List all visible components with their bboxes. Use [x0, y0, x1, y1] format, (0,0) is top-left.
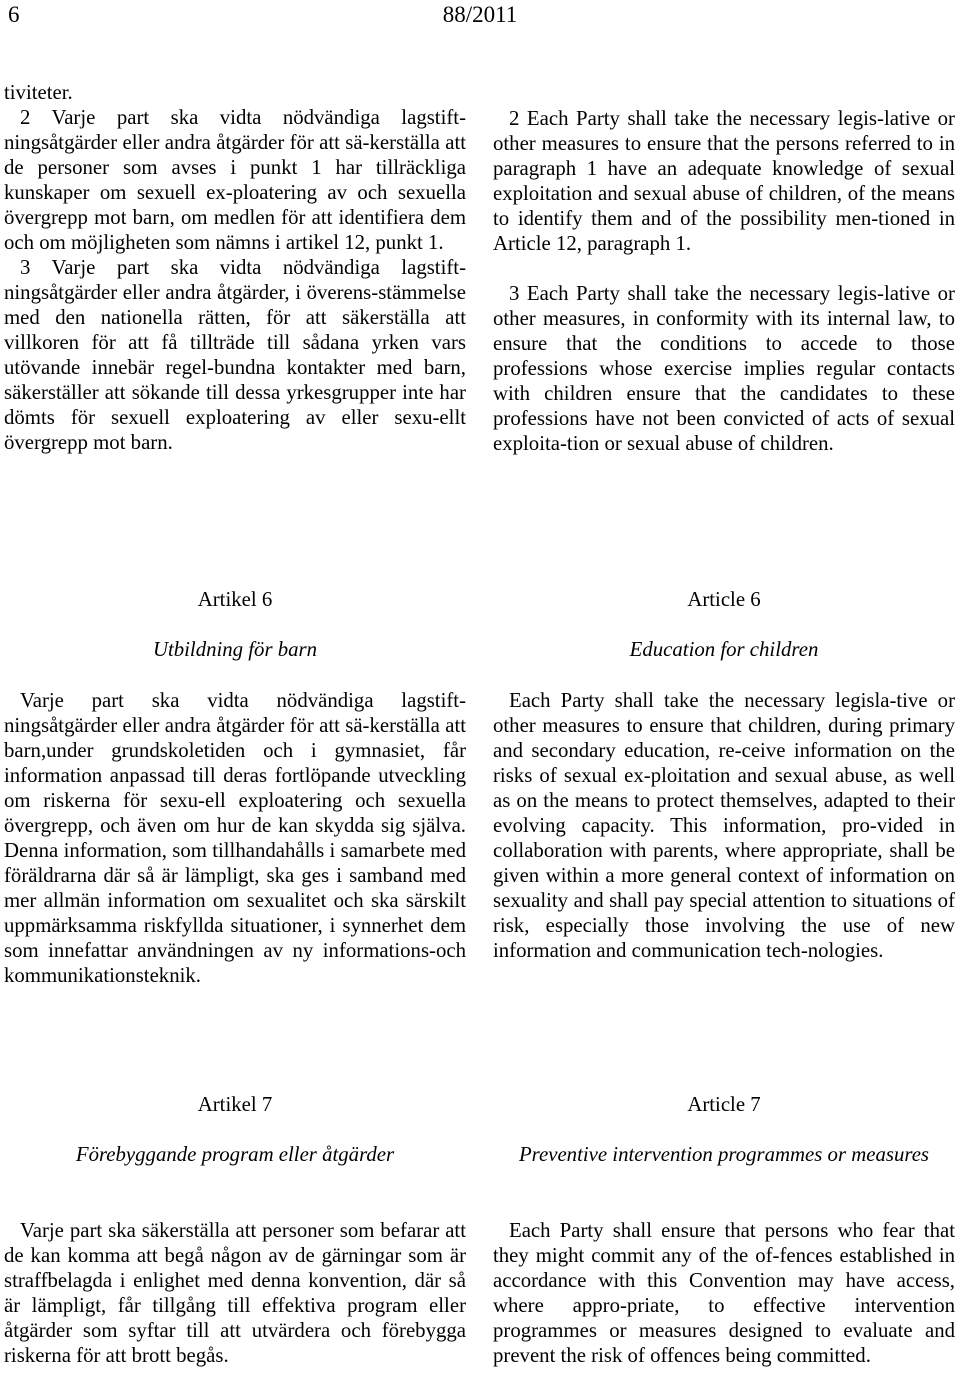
sv-article-7-text: Varje part ska säkerställa att personer som befarar att de kan komma att begå någon av de gärningar som är straffbelagda i enlighet med denna konvention, där så är lämpligt, får tillgång till effektiva program eller åtgärder som syftar till att utvärdera och förebygga riskerna för att brott begås.: [4, 1219, 466, 1367]
sv-paragraph-3: 3 Varje part ska vidta nödvändiga lagstift-ningsåtgärder eller andra åtgärder, i överens-stämmelse med den nationella rätten, för att säkerställa att villkoren för att få tillträde till sådana yrken vars utövande innebär regel-bundna kontakter med barn, säkerställer att sökande till dessa yrkesgrupper inte har dömts för sexuell exploatering av eller sexu-ellt övergrepp mot barn.: [4, 256, 466, 454]
swedish-top-column: [4, 80, 466, 455]
page-number: 6: [8, 2, 20, 27]
en-paragraph-2: 2 Each Party shall take the necessary legis-lative or other measures to ensure that the persons referred to in paragraph 1 have an adequate knowledge of sexual exploitation and sexual abuse of children, of the means to identify them and of the possibility men-tioned in Article 12, paragraph 1.: [493, 107, 955, 255]
sv-article-7-body: [4, 1218, 466, 1368]
sv-article-6-body: [4, 688, 466, 988]
en-article-7-heading: Article 7: [687, 1093, 761, 1116]
sv-article-6-title: Utbildning för barn: [152, 638, 318, 661]
sv-paragraph-2: 2 Varje part ska vidta nödvändiga lagstift-ningsåtgärder eller andra åtgärder för att sä-kerställa att de personer som avses i punkt 1 har tillräckliga kunskaper om sexuell ex-ploatering av och sexuella övergrepp mot barn, om medlen för att identifiera dem och om möjligheten som nämns i artikel 12, punkt 1.: [4, 106, 466, 254]
en-article-6-text: Each Party shall take the necessary legisla-tive or other measures to ensure that children, during primary and secondary education, re-ceive information on the risks of sexual ex-ploitation and sexual abuse, as well as on the means to protect themselves, adapted to their evolving capacity. This information, pro-vided in collaboration with parents, where appropriate, shall be given within a more general context of information on sexuality and shall pay special attention to situations of risk, especially those involving the use of new information and communication tech-nologies.: [493, 689, 955, 962]
sv-article-7-title: Förebyggande program eller åtgärder: [75, 1143, 395, 1166]
issue-number: 88/2011: [442, 2, 518, 27]
sv-article-7-heading: Artikel 7: [197, 1093, 273, 1116]
en-article-6-heading: Article 6: [687, 588, 761, 611]
sv-article-6-text: Varje part ska vidta nödvändiga lagstift-ningsåtgärder eller andra åtgärder för att sä-kerställa att barn,under grundskoletiden och i gymnasiet, får information anpassad till deras fortlöpande utveckling om riskerna för sexu-ell exploatering och sexuella övergrepp, och även om hur de kan skydda sig själva. Denna information, som tillhandahålls i samarbete med föräldrarna där så är lämpligt, ska ges i samband med mer allmän information om sexualitet och ska särskilt uppmärksamma riskfyllda situationer, i synnerhet dem som innefattar användningen av ny informations-och kommunikationsteknik.: [4, 689, 466, 987]
en-paragraph-3: 3 Each Party shall take the necessary legis-lative or other measures, in conformity with its internal law, to ensure that the conditions to accede to those professions whose exercise implies regular contacts with children ensure that the candidates to these professions have not been convicted of acts of sexual exploita-tion or sexual abuse of children.: [493, 282, 955, 455]
en-article-7-body: [493, 1218, 955, 1368]
en-article-7-title: Preventive intervention programmes or measures: [518, 1143, 930, 1166]
english-top-column: [493, 106, 955, 456]
sv-article-6-heading: Artikel 6: [197, 588, 273, 611]
sv-continuation: tiviteter.: [4, 81, 73, 104]
en-article-6-body: [493, 688, 955, 963]
en-article-6-title: Education for children: [629, 638, 819, 661]
en-article-7-text: Each Party shall ensure that persons who fear that they might commit any of the of-fences established in accordance with this Convention may have access, where appro-priate, to effective intervention programmes or measures designed to evaluate and prevent the risk of offences being committed.: [493, 1219, 955, 1367]
